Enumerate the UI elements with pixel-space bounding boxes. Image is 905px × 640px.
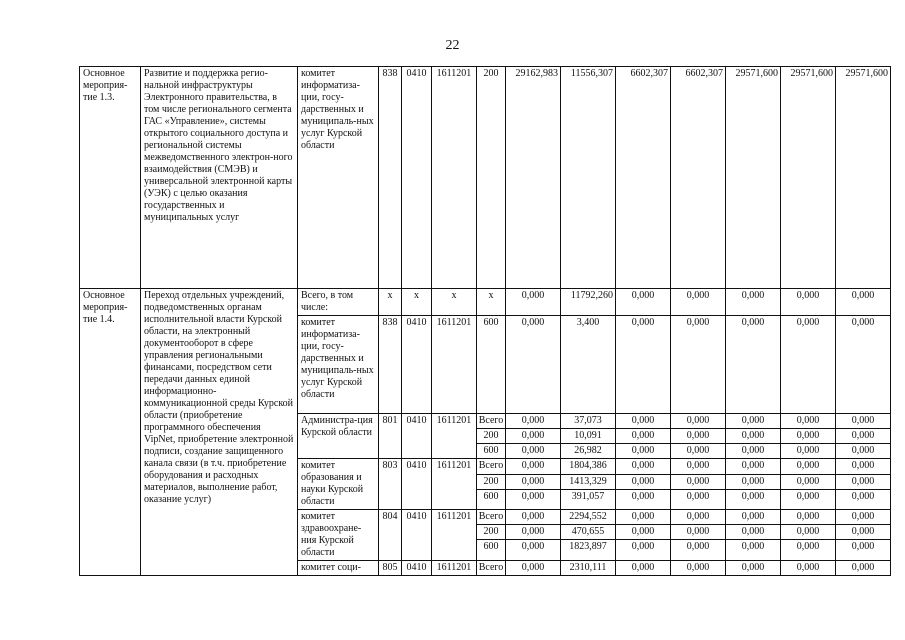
vr-cell: 200 — [477, 67, 506, 289]
value-cell: 0,000 — [671, 316, 726, 414]
value-cell: 10,091 — [561, 429, 616, 444]
vr-cell: Всего — [477, 459, 506, 475]
value-cell: 2310,111 — [561, 561, 616, 576]
rzpr-cell: 0410 — [402, 67, 432, 289]
value-cell: 11556,307 — [561, 67, 616, 289]
rzpr-cell: 0410 — [402, 316, 432, 414]
value-cell: 0,000 — [616, 429, 671, 444]
value-cell: 0,000 — [506, 540, 561, 561]
value-cell: 0,000 — [781, 490, 836, 510]
grbs-cell: 838 — [379, 67, 402, 289]
value-cell: 0,000 — [836, 414, 891, 429]
value-cell: 0,000 — [671, 561, 726, 576]
measure-label: Основное мероприя-тие 1.3. — [80, 67, 141, 289]
value-cell: 0,000 — [671, 540, 726, 561]
vr-cell: 600 — [477, 316, 506, 414]
executor-cell: комитет здравоохране-ния Курской области — [298, 510, 379, 561]
value-cell: 0,000 — [726, 429, 781, 444]
value-cell: 0,000 — [781, 474, 836, 490]
value-cell: 0,000 — [836, 561, 891, 576]
csr-cell: х — [432, 289, 477, 316]
value-cell: 29571,600 — [836, 67, 891, 289]
value-cell: 0,000 — [781, 561, 836, 576]
value-cell: 0,000 — [506, 414, 561, 429]
value-cell: 0,000 — [726, 540, 781, 561]
grbs-cell: 838 — [379, 316, 402, 414]
vr-cell: Всего — [477, 561, 506, 576]
grbs-cell: 804 — [379, 510, 402, 561]
value-cell: 0,000 — [616, 316, 671, 414]
value-cell: 0,000 — [671, 525, 726, 540]
value-cell: 0,000 — [726, 289, 781, 316]
rzpr-cell: 0410 — [402, 414, 432, 459]
value-cell: 1804,386 — [561, 459, 616, 475]
value-cell: 0,000 — [726, 444, 781, 459]
value-cell: 0,000 — [671, 459, 726, 475]
value-cell: 1413,329 — [561, 474, 616, 490]
value-cell: 0,000 — [616, 289, 671, 316]
value-cell: 0,000 — [836, 459, 891, 475]
vr-cell: 600 — [477, 444, 506, 459]
vr-cell: 600 — [477, 490, 506, 510]
grbs-cell: х — [379, 289, 402, 316]
csr-cell: 1611201 — [432, 316, 477, 414]
grbs-cell: 801 — [379, 414, 402, 459]
value-cell: 0,000 — [781, 289, 836, 316]
value-cell: 0,000 — [836, 429, 891, 444]
value-cell: 0,000 — [726, 459, 781, 475]
vr-cell: 200 — [477, 474, 506, 490]
value-cell: 1823,897 — [561, 540, 616, 561]
value-cell: 29571,600 — [781, 67, 836, 289]
value-cell: 6602,307 — [616, 67, 671, 289]
value-cell: 0,000 — [781, 459, 836, 475]
value-cell: 0,000 — [836, 525, 891, 540]
vr-cell: 200 — [477, 429, 506, 444]
rzpr-cell: 0410 — [402, 459, 432, 510]
csr-cell: 1611201 — [432, 510, 477, 561]
value-cell: 0,000 — [506, 474, 561, 490]
value-cell: 0,000 — [726, 510, 781, 525]
value-cell: 0,000 — [616, 459, 671, 475]
value-cell: 0,000 — [836, 474, 891, 490]
value-cell: 0,000 — [726, 414, 781, 429]
value-cell: 37,073 — [561, 414, 616, 429]
value-cell: 6602,307 — [671, 67, 726, 289]
value-cell: 0,000 — [506, 459, 561, 475]
value-cell: 0,000 — [671, 490, 726, 510]
csr-cell: 1611201 — [432, 459, 477, 510]
value-cell: 0,000 — [616, 561, 671, 576]
measure-label: Основное мероприя-тие 1.4. — [80, 289, 141, 576]
value-cell: 0,000 — [616, 444, 671, 459]
vr-cell: 600 — [477, 540, 506, 561]
value-cell: 0,000 — [781, 316, 836, 414]
value-cell: 0,000 — [726, 561, 781, 576]
value-cell: 0,000 — [671, 414, 726, 429]
measure-description: Развитие и поддержка регио-нальной инфраструктуры Электронного правительства, в том числе регионального сегмента ГАС «Управление», системы открытого социального доступа и региональной системы межведомственного электрон-ного взаимодействия (СМЭВ) и универсальной электронной карты (УЭК) с целью оказания государственных и муниципальных услуг — [141, 67, 298, 289]
value-cell: 391,057 — [561, 490, 616, 510]
value-cell: 29571,600 — [726, 67, 781, 289]
measure-description: Переход отдельных учреждений, подведомственных органам исполнительной власти Курской области, на электронный документооборот в сфере управления региональными финансами, посредством сети передачи данных единой информационно-коммуникационной среды Курской области (приобретение программного обеспечения VipNet, приобретение электронной подписи, создание защищенного канала связи (в т.ч. приобретение оборудования и расходных материалов, выполнение работ, оказание услуг) — [141, 289, 298, 576]
value-cell: 0,000 — [506, 289, 561, 316]
value-cell: 0,000 — [616, 414, 671, 429]
vr-cell: х — [477, 289, 506, 316]
value-cell: 0,000 — [781, 540, 836, 561]
executor-cell: Администра-ция Курской области — [298, 414, 379, 459]
value-cell: 470,655 — [561, 525, 616, 540]
value-cell: 3,400 — [561, 316, 616, 414]
value-cell: 0,000 — [781, 525, 836, 540]
rzpr-cell: х — [402, 289, 432, 316]
value-cell: 0,000 — [506, 316, 561, 414]
value-cell: 0,000 — [616, 525, 671, 540]
csr-cell: 1611201 — [432, 67, 477, 289]
vr-cell: Всего — [477, 510, 506, 525]
grbs-cell: 805 — [379, 561, 402, 576]
value-cell: 0,000 — [616, 490, 671, 510]
vr-cell: 200 — [477, 525, 506, 540]
value-cell: 0,000 — [781, 414, 836, 429]
vr-cell: Всего — [477, 414, 506, 429]
value-cell: 0,000 — [781, 429, 836, 444]
value-cell: 29162,983 — [506, 67, 561, 289]
value-cell: 0,000 — [616, 540, 671, 561]
value-cell: 26,982 — [561, 444, 616, 459]
executor-cell: комитет информатиза-ции, госу-дарственных и муниципаль-ных услуг Курской области — [298, 67, 379, 289]
value-cell: 0,000 — [616, 474, 671, 490]
value-cell: 0,000 — [506, 429, 561, 444]
value-cell: 0,000 — [506, 561, 561, 576]
executor-cell: комитет образования и науки Курской области — [298, 459, 379, 510]
value-cell: 0,000 — [836, 289, 891, 316]
rzpr-cell: 0410 — [402, 561, 432, 576]
value-cell: 0,000 — [781, 510, 836, 525]
value-cell: 0,000 — [506, 525, 561, 540]
value-cell: 0,000 — [726, 490, 781, 510]
value-cell: 0,000 — [836, 316, 891, 414]
value-cell: 0,000 — [506, 510, 561, 525]
value-cell: 11792,260 — [561, 289, 616, 316]
executor-cell: комитет соци- — [298, 561, 379, 576]
csr-cell: 1611201 — [432, 561, 477, 576]
value-cell: 0,000 — [616, 510, 671, 525]
value-cell: 0,000 — [726, 525, 781, 540]
grbs-cell: 803 — [379, 459, 402, 510]
table-row — [80, 67, 891, 289]
value-cell: 0,000 — [726, 474, 781, 490]
budget-table — [79, 66, 891, 576]
csr-cell: 1611201 — [432, 414, 477, 459]
value-cell: 0,000 — [506, 444, 561, 459]
page-number: 22 — [445, 38, 460, 53]
value-cell: 0,000 — [781, 444, 836, 459]
value-cell: 0,000 — [726, 316, 781, 414]
value-cell: 0,000 — [671, 474, 726, 490]
value-cell: 0,000 — [671, 429, 726, 444]
rzpr-cell: 0410 — [402, 510, 432, 561]
value-cell: 0,000 — [836, 490, 891, 510]
value-cell: 2294,552 — [561, 510, 616, 525]
value-cell: 0,000 — [671, 289, 726, 316]
value-cell: 0,000 — [836, 444, 891, 459]
executor-cell: комитет информатиза-ции, госу-дарственных и муниципаль-ных услуг Курской области — [298, 316, 379, 414]
value-cell: 0,000 — [506, 490, 561, 510]
value-cell: 0,000 — [836, 510, 891, 525]
executor-cell: Всего, в том числе: — [298, 289, 379, 316]
value-cell: 0,000 — [671, 510, 726, 525]
value-cell: 0,000 — [836, 540, 891, 561]
table-row — [80, 289, 891, 316]
value-cell: 0,000 — [671, 444, 726, 459]
